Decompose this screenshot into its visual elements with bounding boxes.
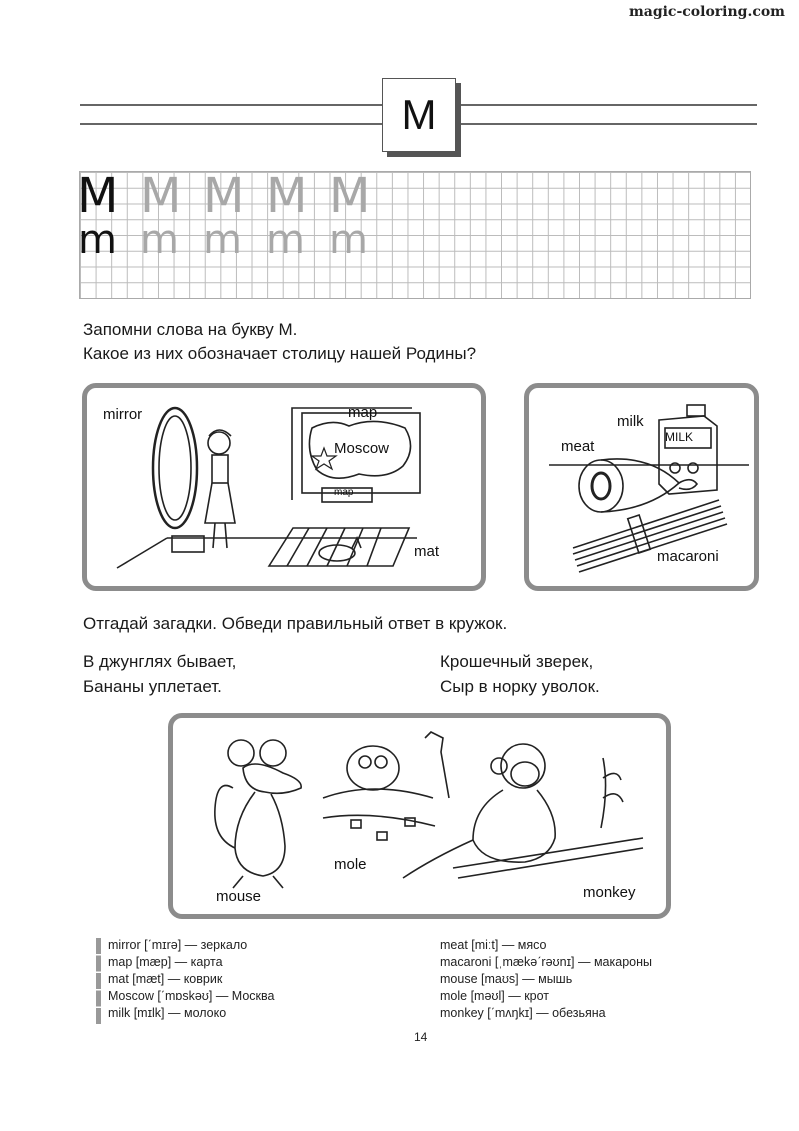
trace-lower-dotted: m [266,217,305,263]
header-rule-top-left [80,104,382,106]
picture-panel-animals [168,713,671,919]
riddle-left-line-2: Бананы уплетает. [83,677,222,696]
header-rule-top-right [460,104,757,106]
header-rule-bottom-left [80,123,382,125]
instruction-line-2: Какое из них обозначает столицу нашей Родины? [83,344,477,363]
vocab-item: mirror [ˊmɪrə] — зеркало [108,938,248,952]
label-map: map [348,404,378,421]
vocab-item: macaroni [ˌmækəˊrəʊnɪ] — макароны [440,955,652,969]
label-mat: mat [414,543,440,560]
header-rule-bottom-right [460,123,757,125]
trace-lower-dotted: m [203,217,242,263]
label-mole: mole [334,856,367,873]
instruction-line-1: Запомни слова на букву М. [83,320,298,339]
vocab-item: monkey [ˊmʌŋkɪ] — обезьяна [440,1006,606,1020]
vocab-item: milk [mɪlk] — молоко [108,1006,227,1020]
letter-title: M [382,78,456,152]
trace-upper-sample: M [77,168,119,224]
site-watermark: magic-coloring.com [628,4,785,20]
trace-upper-dotted: M [140,168,182,224]
trace-lower-sample: m [78,217,117,263]
trace-lower-dotted: m [329,217,368,263]
label-mouse: mouse [216,888,262,905]
trace-upper-dotted: M [329,168,371,224]
vocab-item: map [mæp] — карта [108,955,223,969]
trace-upper-dotted: M [266,168,308,224]
picture-panel-food [524,383,759,591]
label-milk-box: MILK [665,430,694,444]
page-number: 14 [414,1030,428,1044]
label-milk: milk [617,413,644,430]
picture-panel-room [82,383,486,591]
label-meat: meat [561,438,595,455]
vocab-item: mat [mæt] — коврик [108,972,223,986]
vocab-margin-bar [96,938,101,1024]
vocab-item: mouse [maʊs] — мышь [440,972,573,986]
vocab-item: mole [məʊl] — крот [440,989,550,1003]
label-moscow: Moscow [334,440,390,457]
riddle-task: Отгадай загадки. Обведи правильный ответ в кружок. [83,614,508,633]
vocab-item: Moscow [ˊmɒskəʊ] — Москва [108,989,275,1003]
vocab-item: meat [miːt] — мясо [440,938,547,952]
label-mirror: mirror [103,406,143,423]
trace-upper-dotted: M [203,168,245,224]
riddle-right-line-1: Крошечный зверек, [440,652,594,671]
handwriting-grid [77,168,751,299]
trace-lower-dotted: m [140,217,179,263]
label-monkey: monkey [583,884,636,901]
riddle-right-line-2: Сыр в норку уволок. [440,677,600,696]
label-map-sign: map [334,487,354,498]
label-macaroni: macaroni [657,548,719,565]
riddle-left-line-1: В джунглях бывает, [83,652,237,671]
